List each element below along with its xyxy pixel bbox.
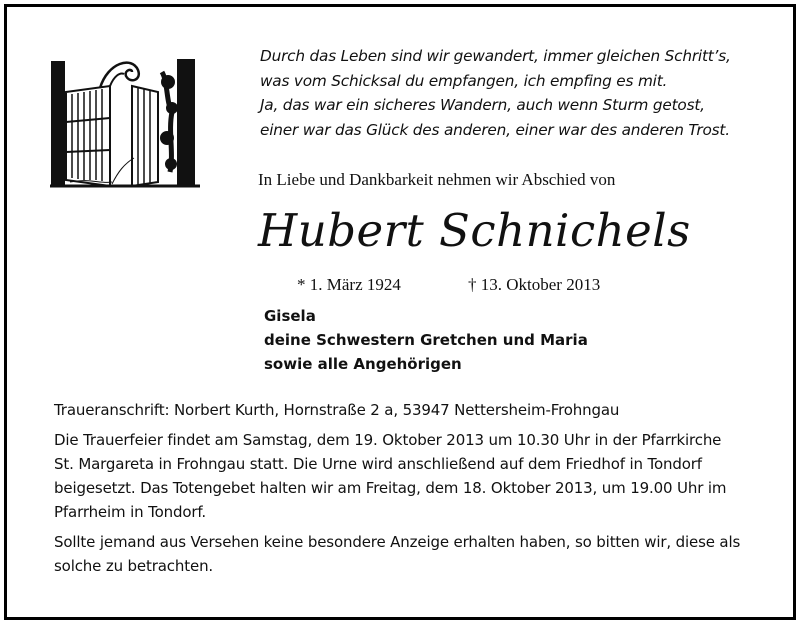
mourning-address: Traueranschrift: Norbert Kurth, Hornstraße 2 a, 53947 Nettersheim-Frohngau	[54, 401, 620, 419]
funeral-service-text	[54, 428, 754, 524]
mourner: Gisela	[264, 307, 316, 325]
text-line: solche zu betrachten.	[54, 557, 214, 575]
farewell-line: In Liebe und Dankbarkeit nehmen wir Abschied von	[258, 170, 616, 189]
mourners-list	[264, 304, 588, 376]
birth-date: * 1. März 1924	[297, 275, 401, 294]
memorial-poem	[260, 44, 780, 142]
mourner: deine Schwestern Gretchen und Maria	[264, 331, 588, 349]
text-line: Pfarrheim in Tondorf.	[54, 503, 207, 521]
text-line: St. Margareta in Frohngau statt. Die Urne wird anschließend auf dem Friedhof in Tondorf	[54, 455, 702, 473]
open-garden-gate-icon	[50, 52, 200, 188]
poem-line: Durch das Leben sind wir gewandert, immer gleichen Schritt’s,	[260, 47, 731, 65]
poem-line: Ja, das war ein sicheres Wandern, auch wenn Sturm getost,	[260, 96, 705, 114]
text-line: Die Trauerfeier findet am Samstag, dem 19. Oktober 2013 um 10.30 Uhr in der Pfarrkirche	[54, 431, 722, 449]
closing-text	[54, 530, 754, 578]
notice-details	[54, 398, 754, 578]
text-line: Sollte jemand aus Versehen keine besondere Anzeige erhalten haben, so bitten wir, diese als	[54, 533, 741, 551]
mourner: sowie alle Angehörigen	[264, 355, 462, 373]
deceased-name: Hubert Schnichels	[258, 204, 691, 257]
death-date: † 13. Oktober 2013	[468, 275, 601, 294]
text-line: beigesetzt. Das Totengebet halten wir am Freitag, dem 18. Oktober 2013, um 19.00 Uhr im	[54, 479, 727, 497]
poem-line: was vom Schicksal du empfangen, ich empfing es mit.	[260, 71, 668, 90]
poem-line: einer war das Glück des anderen, einer war des anderen Trost.	[260, 120, 730, 139]
